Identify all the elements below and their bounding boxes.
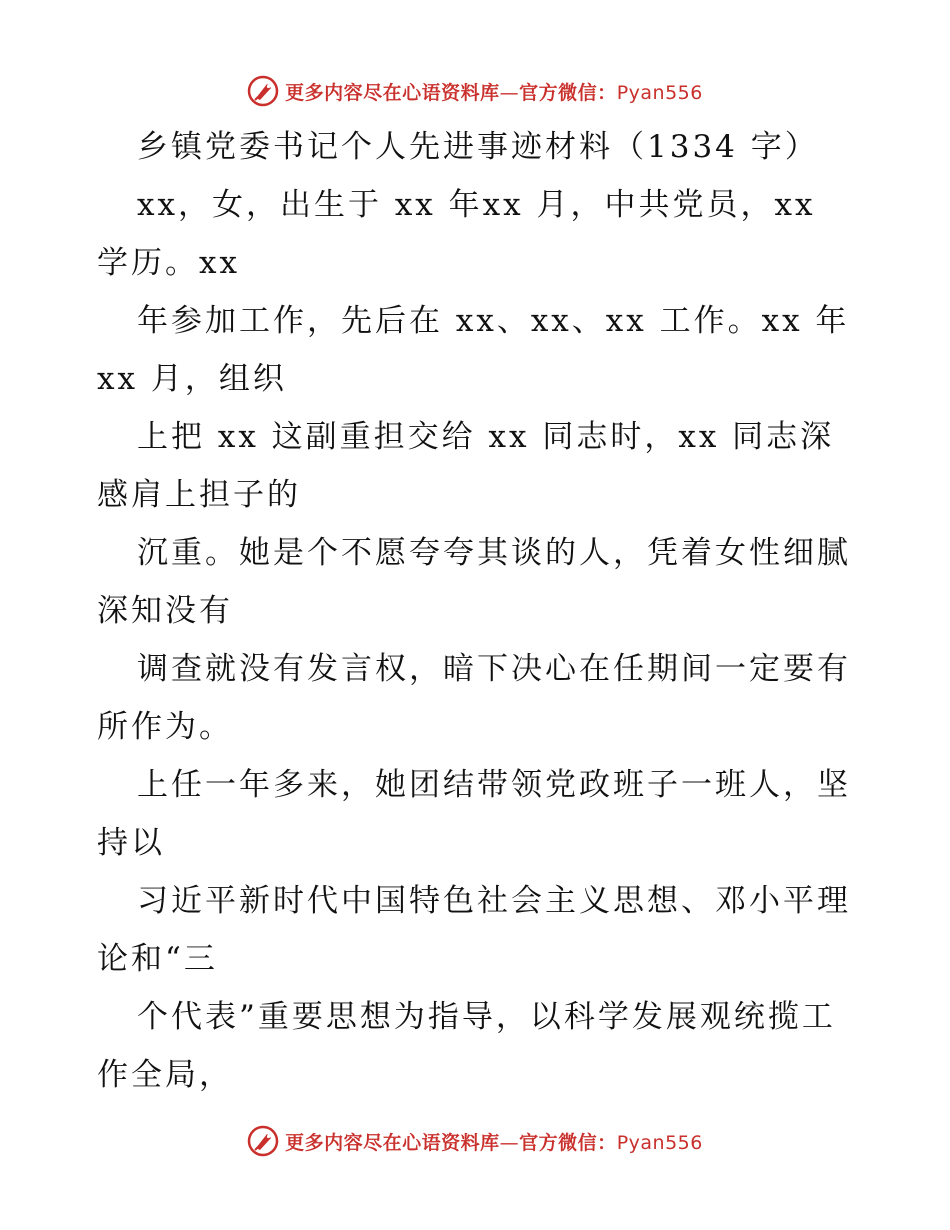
text-line: xx 月，组织 [97,361,287,397]
watermark-wechat-id: Pyan556 [616,1131,703,1154]
watermark-separator: — [499,1131,520,1154]
pen-nib-logo-icon [247,75,279,107]
footer-watermark-banner [0,1121,950,1161]
text-line: 调查就没有发言权，暗下决心在任期间一定要有 [137,651,851,687]
watermark-site-text: 更多内容尽在心语资料库 [285,1131,500,1154]
document-title: 乡镇党委书记个人先进事迹材料（1334 字） [137,129,819,165]
text-line: 持以 [97,825,165,861]
text-line: xx，女，出生于 xx 年xx 月，中共党员，xx [137,187,816,223]
text-line: 上把 xx 这副重担交给 xx 同志时，xx 同志深 [137,419,835,455]
watermark-text [285,1128,703,1155]
watermark-wechat-label: 官方微信： [519,1131,617,1154]
text-line: 个代表”重要思想为指导，以科学发展观统揽工 [137,999,836,1035]
text-line: 所作为。 [97,709,233,745]
watermark-separator: — [499,81,520,104]
text-line: 沉重。她是个不愿夸夸其谈的人，凭着女性细腻 [137,535,851,571]
watermark-wechat-id: Pyan556 [616,81,703,104]
pen-nib-logo-icon [247,1125,279,1157]
document-body [97,118,857,1104]
text-line: 学历。xx [97,245,240,281]
text-line: 上任一年多来，她团结带领党政班子一班人，坚 [137,767,851,803]
header-watermark-banner [0,71,950,111]
text-line: 年参加工作，先后在 xx、xx、xx 工作。xx 年 [137,303,850,339]
watermark-site-text: 更多内容尽在心语资料库 [285,81,500,104]
text-line: 作全局， [97,1057,233,1093]
text-line: 论和“三 [97,941,218,977]
watermark-text [285,78,703,105]
watermark-wechat-label: 官方微信： [519,81,617,104]
text-line: 习近平新时代中国特色社会主义思想、邓小平理 [137,883,851,919]
text-line: 感肩上担子的 [97,477,301,513]
text-line: 深知没有 [97,593,233,629]
